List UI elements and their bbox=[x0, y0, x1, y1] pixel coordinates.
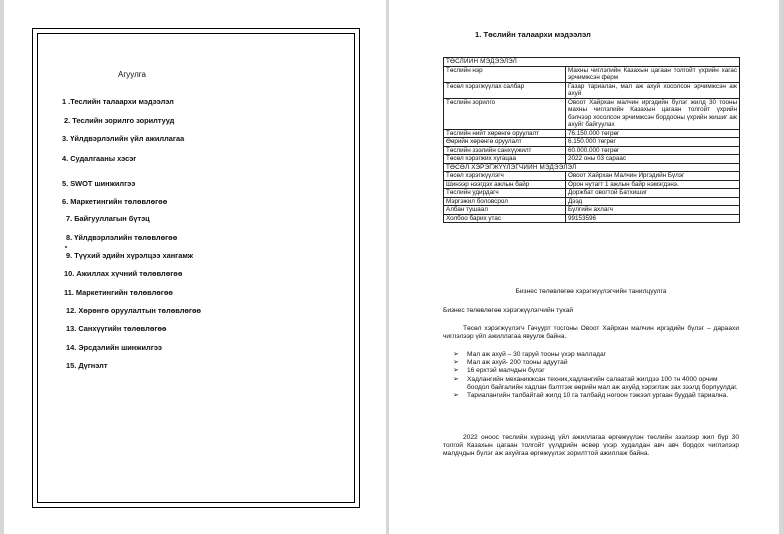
toc-item-6[interactable]: 6. Маркетингийн төлөвлөгөө bbox=[62, 197, 168, 206]
toc-item-14[interactable]: 14. Эрсдэлийн шинжилгээ bbox=[66, 343, 162, 352]
toc-item-8[interactable]: 8. Үйлдвэрлэлийн төлөвлөгөө bbox=[66, 233, 178, 242]
table-cell-label: Төслийн зээлийн санхүүжилт bbox=[444, 146, 566, 155]
toc-title: Агуулга bbox=[118, 70, 146, 79]
arrow-bullet-icon: ➢ bbox=[453, 367, 459, 375]
toc-item-15[interactable]: 15. Дүгнэлт bbox=[66, 361, 108, 370]
list-item-text: Тариалангийн талбайтай жилд 10 га талбайд ногоон тэжээл ургаан буудай тариална. bbox=[467, 392, 729, 400]
table-section-row bbox=[444, 58, 740, 67]
table-row bbox=[444, 129, 740, 138]
table-row bbox=[444, 214, 740, 223]
table-row bbox=[444, 146, 740, 155]
table-cell-value: Дээд bbox=[566, 197, 740, 206]
toc-item-4[interactable]: 4. Судалгааны хэсэг bbox=[62, 154, 137, 163]
table-cell-label: Холбоо барих утас bbox=[444, 214, 566, 223]
toc-item-9[interactable]: 9. Түүхий эдийн хүрэлцээ хангамж bbox=[66, 251, 194, 260]
project-info-table bbox=[443, 57, 740, 223]
table-row bbox=[444, 82, 740, 98]
list-item bbox=[453, 351, 739, 359]
table-cell-value: 6.150.000 төгрөг bbox=[566, 138, 740, 147]
table-cell-value: Бүлгийн ахлагч bbox=[566, 206, 740, 215]
table-section-title: ТӨСЛИЙН МЭДЭЭЛЭЛ bbox=[444, 58, 740, 67]
table-cell-value: Махны чиглэлийн Казахын цагаан толгойт үхрийн хагас эрчимжсэн ферм bbox=[566, 66, 740, 82]
table-cell-label: Төслийн удирдагч bbox=[444, 189, 566, 198]
left-page bbox=[4, 0, 386, 534]
table-row bbox=[444, 98, 740, 129]
table-row bbox=[444, 189, 740, 198]
table-row bbox=[444, 197, 740, 206]
table-cell-value: 60.000.000 төгрөг bbox=[566, 146, 740, 155]
table-cell-label: Шинээр нээгдэх ажлын байр bbox=[444, 180, 566, 189]
intro-paragraph: Төсөл хэрэгжүүлэгч Гачуурт тосгоны Овоот Хайрхан малчин иргэдийн бүлэг – дараахи чиглэлээр үйл ажиллагаа явуулж байна. bbox=[443, 325, 739, 341]
list-item bbox=[453, 376, 739, 392]
table-row bbox=[444, 155, 740, 164]
section-heading: 1. Төслийн талаархи мэдээлэл bbox=[475, 30, 591, 39]
toc-item-1[interactable]: 1 .Теслийн талаархи мэдээлэл bbox=[62, 97, 174, 106]
right-page bbox=[389, 0, 779, 534]
table-cell-value: 99153596 bbox=[566, 214, 740, 223]
table-row bbox=[444, 172, 740, 181]
arrow-bullet-icon: ➢ bbox=[453, 359, 459, 367]
table-row bbox=[444, 180, 740, 189]
table-row bbox=[444, 138, 740, 147]
about-heading: Бизнес төлөвлөгөө хэрэгжүүлэгчийн тухай bbox=[443, 307, 574, 314]
arrow-bullet-icon: ➢ bbox=[453, 392, 459, 400]
table-cell-value: Орон нутагт 1 ажлын байр нэмэгдэнэ. bbox=[566, 180, 740, 189]
toc-item-7[interactable]: 7. Байгууллагын бүтэц bbox=[66, 214, 150, 223]
table-cell-label: Төсөл хэрэгжүүлэгч bbox=[444, 172, 566, 181]
list-item bbox=[453, 392, 739, 400]
table-cell-label: Төслийн нэр bbox=[444, 66, 566, 82]
intro-heading: Бизнес төлөвлөгөө хэрэгжүүлэгчийн танилцуулга bbox=[515, 288, 667, 295]
toc-item-2[interactable]: 2. Теслийн зорилго зорилтууд bbox=[64, 116, 175, 125]
plan-paragraph: 2022 оноос төслийн хүрээнд үйл ажиллагаа өргөжүүлэн төслийн зээлээр жил бүр 30 толгой Казахын цагаан толгойт үүлдрийн өсвөр үхэр худалдан авч авч бордох чиглэлээр малдчдын бүлэг аж ахуйгаа өргөжүүлэх зорилттой ажиллаж байна. bbox=[443, 434, 739, 458]
toc-item-10[interactable]: 10. Ажиллах хүчний төлөвлөгөө bbox=[64, 269, 183, 278]
table-cell-label: Албан тушаал bbox=[444, 206, 566, 215]
list-item-text: Мал аж ахуй- 200 тооны адуутай bbox=[467, 359, 568, 367]
table-cell-value: Газар тариалан, мал аж ахуй хосолсон эрчимжсэн аж ахуй bbox=[566, 82, 740, 98]
table-cell-label: Төсөл хэрэгжүүлах салбар bbox=[444, 82, 566, 98]
table-row bbox=[444, 66, 740, 82]
arrow-bullet-icon: ➢ bbox=[453, 351, 459, 358]
list-item-text: Мал аж ахуй – 30 гаруй тооны үхэр малладаг bbox=[467, 351, 607, 358]
table-cell-value: 76.150.000 төгрөг bbox=[566, 129, 740, 138]
table-cell-label: Төслийн зорилго bbox=[444, 98, 566, 129]
table-row bbox=[444, 206, 740, 215]
toc-item-11[interactable]: 11. Маркетингийн төлөвлөгөө bbox=[64, 288, 173, 297]
toc-item-13[interactable]: 13. Санхүүгийн төлөвлөгөө bbox=[66, 324, 167, 333]
table-cell-label: Мэргэжил боловсрол bbox=[444, 197, 566, 206]
list-item-text: 16 ерхтэй малчдын бүлэг bbox=[467, 367, 545, 375]
table-cell-value: Овоот Хайрхан малчин иргэдийн бүлэг жилд 30 тооны махны чиглэлийн Казахын цагаан толгойт үхрийн бэлчээр хосолсон эрчимжсэн бордооны үхрийн жишиг аж ахуйг байгуулах bbox=[566, 98, 740, 129]
table-cell-value: Овоот Хайрхан Малчин Иргэдийн Бүлэг bbox=[566, 172, 740, 181]
table-section-row bbox=[444, 163, 740, 172]
arrow-bullet-icon: ➢ bbox=[453, 375, 459, 383]
activity-list bbox=[453, 351, 739, 400]
toc-item-5[interactable]: 5. SWOT шинжилгээ bbox=[62, 179, 136, 188]
list-item-text: Хадлангийн механикжсан техник,хадлангийн салаатай жилдээ 100 тн 4000 орчим боодол байгалийн хадлан бэлтгэж өөрийн мал аж ахуйд хэрэглэж зах зээлд борлуулдаг. bbox=[467, 375, 738, 391]
stray-mark bbox=[65, 246, 67, 248]
toc-item-3[interactable]: 3. Үйлдвэрлэлийн үйл ажиллагаа bbox=[62, 134, 185, 143]
table-section-title: ТӨСӨЛ ХЭРЭГЖҮҮЛЭГЧИЙН МЭДЭЭЛЭЛ bbox=[444, 163, 740, 172]
table-cell-label: Өөрийн хөрөнгө оруулалт bbox=[444, 138, 566, 147]
table-cell-label: Төслийн нийт хөрөнгө оруулалт bbox=[444, 129, 566, 138]
list-item bbox=[453, 367, 739, 375]
table-cell-value: 2022 оны 03 сараас bbox=[566, 155, 740, 164]
table-cell-value: Доржбат овогтой Батхишиг bbox=[566, 189, 740, 198]
table-cell-label: Төсөл хэрэгжих хугацаа bbox=[444, 155, 566, 164]
toc-item-12[interactable]: 12. Хөрөнгө оруулалтын төлөвлөгөө bbox=[66, 306, 202, 315]
